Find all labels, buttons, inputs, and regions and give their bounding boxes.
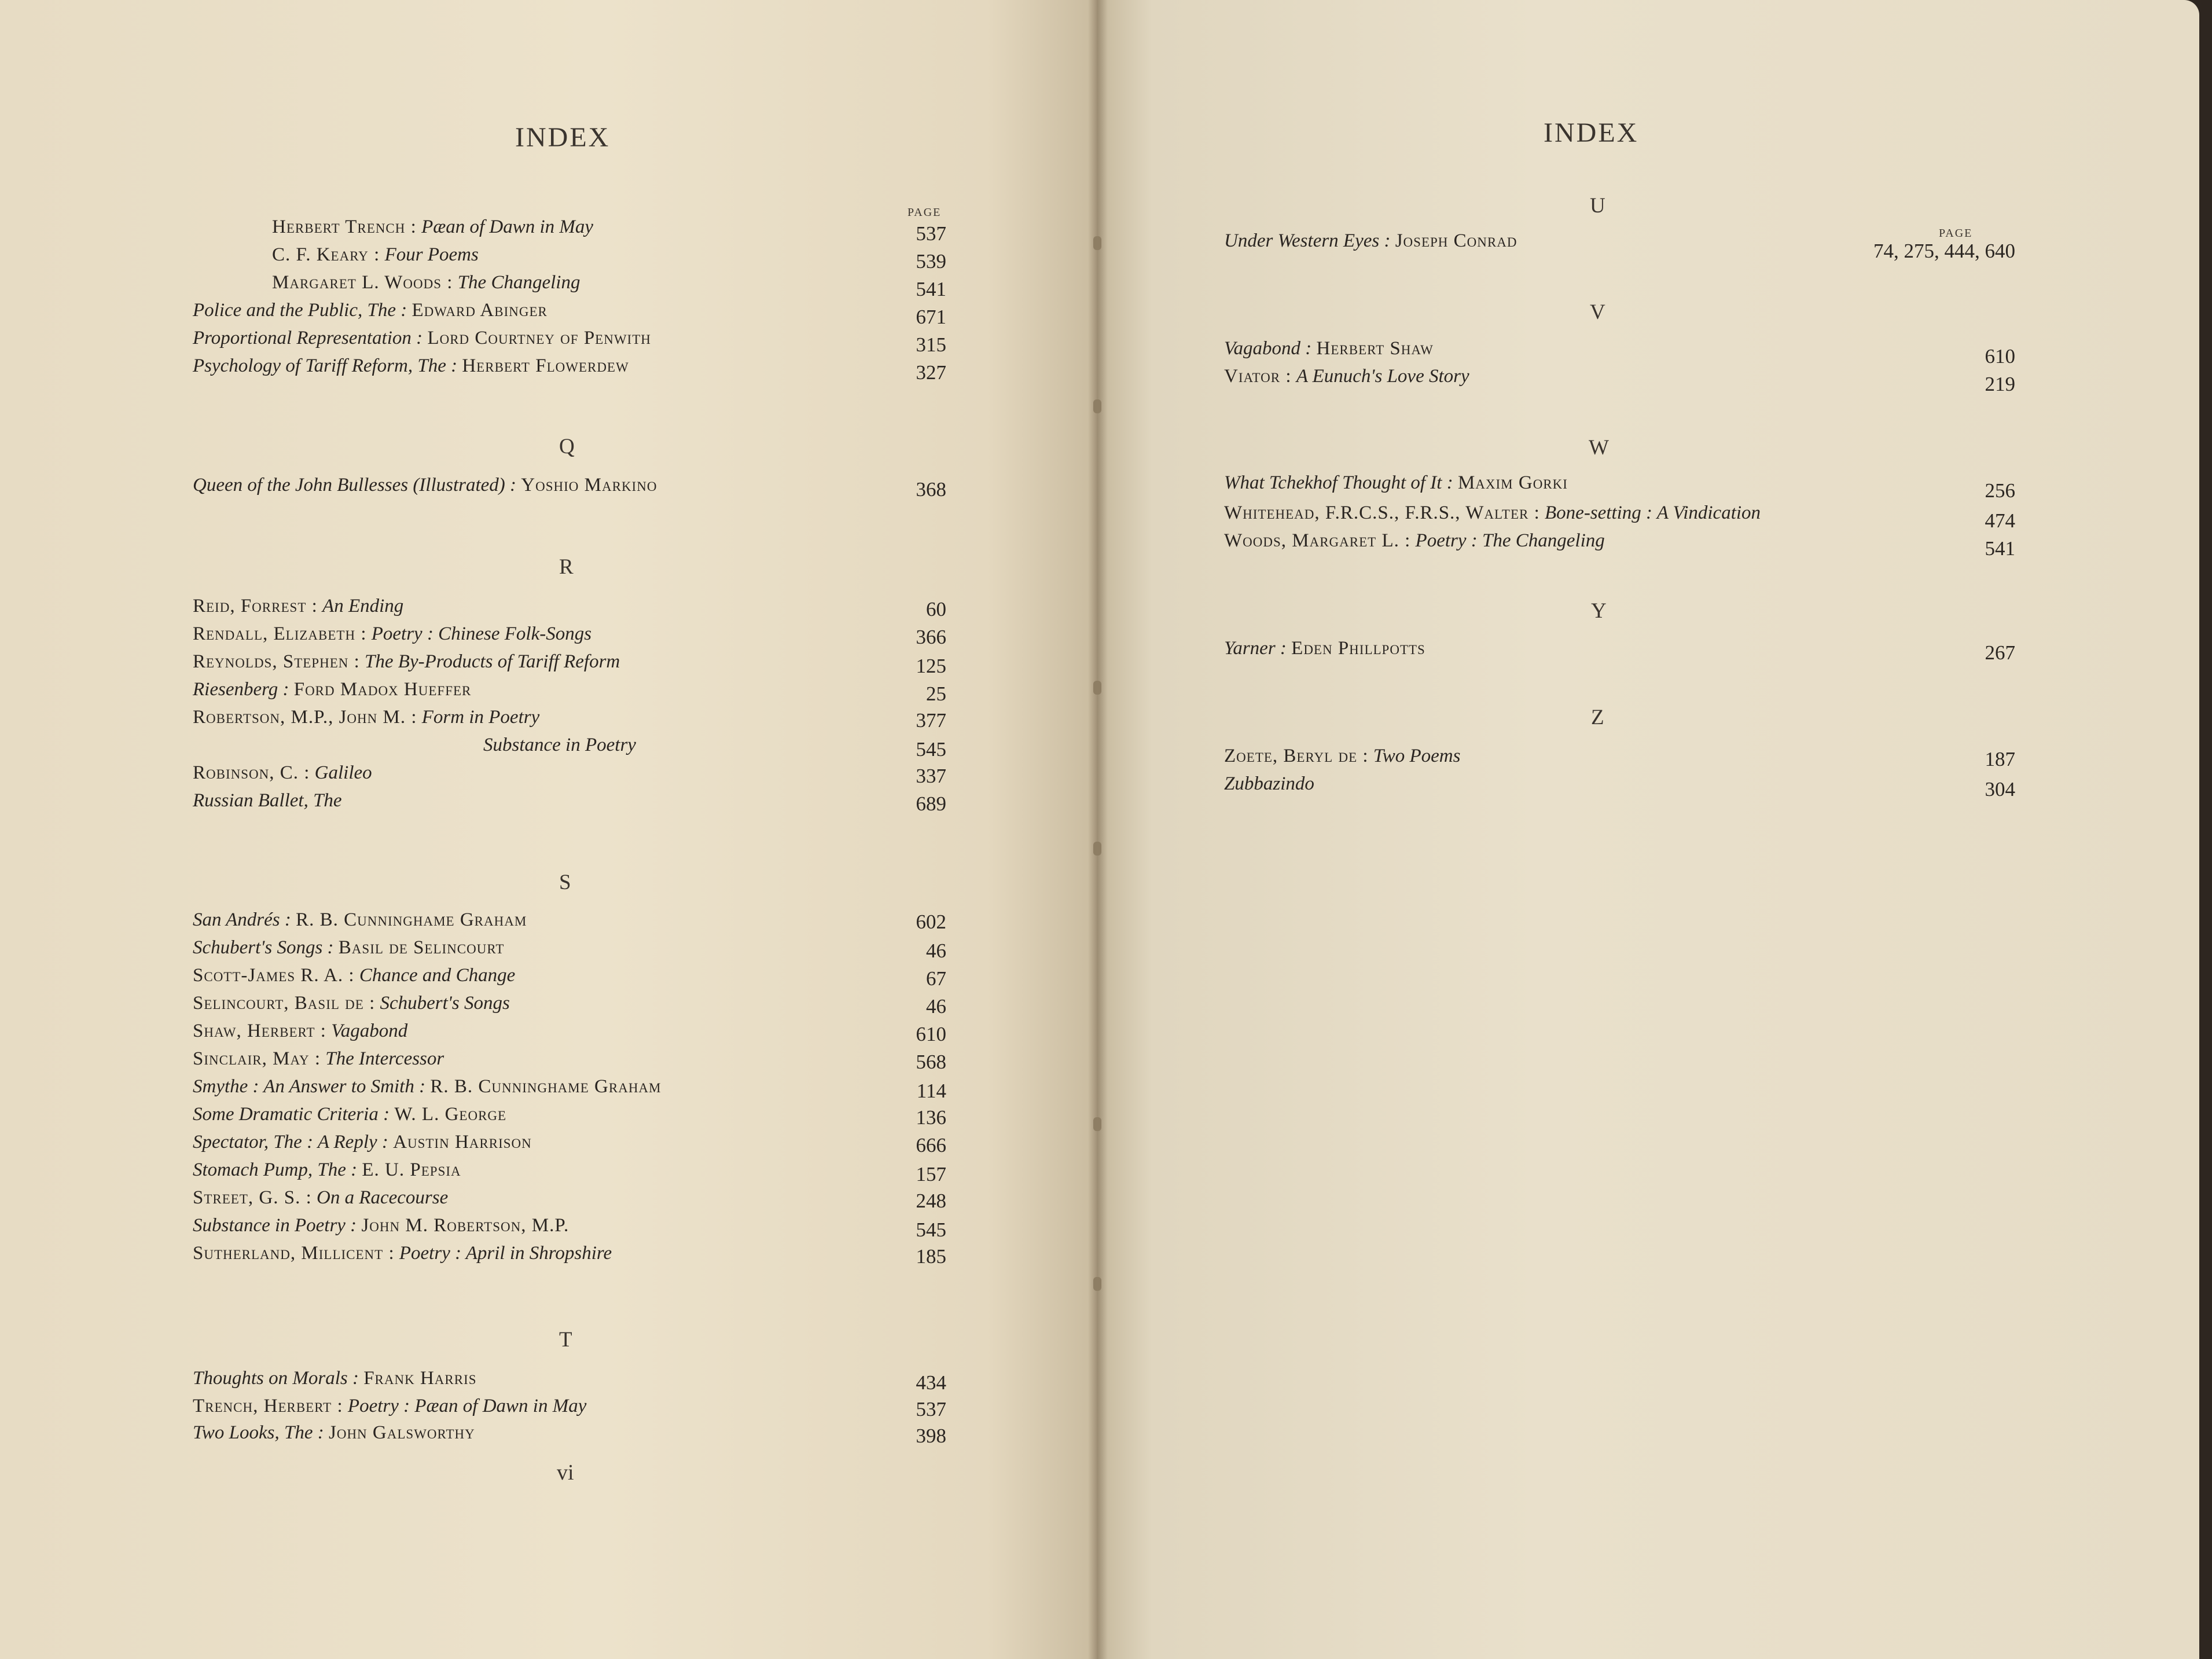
index-entry: Selincourt, Basil de : Schubert's Songs	[193, 993, 510, 1014]
index-entry: What Tchekhof Thought of It : Maxim Gorki	[1224, 472, 1568, 493]
section-letter: W	[1589, 436, 1609, 460]
index-entry: Some Dramatic Criteria : W. L. George	[193, 1104, 507, 1125]
page-number: 248	[916, 1190, 946, 1212]
page-number: 537	[916, 1398, 946, 1421]
page-number: 337	[916, 765, 946, 787]
page-number: 368	[916, 478, 946, 501]
page-number: 136	[916, 1106, 946, 1129]
index-entry: Stomach Pump, The : E. U. Pepsia	[193, 1159, 461, 1180]
index-entry: Reid, Forrest : An Ending	[193, 596, 404, 616]
page-number: 267	[1985, 641, 2015, 664]
page-number: 545	[916, 1218, 946, 1241]
page-number: 187	[1985, 748, 2015, 770]
binding-stitch	[1093, 236, 1101, 250]
index-entry: Herbert Trench : Pæan of Dawn in May	[272, 216, 594, 237]
index-entry: Schubert's Songs : Basil de Selincourt	[193, 937, 505, 958]
binding-stitch	[1093, 399, 1101, 413]
page-number: 666	[916, 1134, 946, 1157]
index-entry: Queen of the John Bullesses (Illustrated) : Yoshio Markino	[193, 475, 657, 496]
index-entry: Robertson, M.P., John M. : Form in Poetry	[193, 707, 540, 728]
section-letter: Z	[1591, 706, 1604, 729]
section-letter: U	[1590, 194, 1605, 218]
page-folio: vi	[557, 1460, 574, 1485]
left-page	[0, 0, 1097, 1659]
section-letter: T	[559, 1328, 572, 1352]
binding-stitch	[1093, 842, 1101, 856]
index-entry: Scott-James R. A. : Chance and Change	[193, 965, 516, 986]
index-entry: Rendall, Elizabeth : Poetry : Chinese Folk-Songs	[193, 623, 592, 644]
index-entry: Zoete, Beryl de : Two Poems	[1224, 746, 1461, 766]
section-letter: V	[1590, 300, 1605, 324]
index-entry: Under Western Eyes : Joseph Conrad	[1224, 230, 1517, 251]
section-letter: R	[559, 555, 574, 579]
page-number: 46	[926, 939, 946, 962]
section-letter: S	[559, 871, 571, 894]
page-heading: INDEX	[515, 122, 611, 153]
page-number: 610	[916, 1023, 946, 1045]
section-letter: Q	[559, 435, 575, 458]
page-number: 610	[1985, 345, 2015, 368]
index-entry: Robinson, C. : Galileo	[193, 762, 372, 783]
index-entry: Police and the Public, The : Edward Abinger	[193, 300, 548, 321]
page-number: 568	[916, 1051, 946, 1073]
index-entry: Russian Ballet, The	[193, 790, 342, 811]
page-number: 315	[916, 333, 946, 356]
right-page	[1097, 0, 2199, 1659]
page-number: 545	[916, 738, 946, 761]
page-number: 60	[926, 598, 946, 621]
index-entry: Proportional Representation : Lord Courtney of Penwith	[193, 328, 651, 348]
index-entry: Sutherland, Millicent : Poetry : April in Shropshire	[193, 1243, 612, 1264]
page-number: 398	[916, 1425, 946, 1447]
page-number: 304	[1985, 778, 2015, 801]
index-entry: Street, G. S. : On a Racecourse	[193, 1187, 449, 1208]
index-entry: Smythe : An Answer to Smith : R. B. Cunninghame Graham	[193, 1076, 662, 1097]
index-entry: Vagabond : Herbert Shaw	[1224, 338, 1434, 359]
page-number: 67	[926, 967, 946, 990]
page-number: 185	[916, 1245, 946, 1268]
index-entry: Woods, Margaret L. : Poetry : The Changeling	[1224, 530, 1605, 551]
page-number: 25	[926, 682, 946, 705]
page-number: 114	[916, 1080, 946, 1102]
index-entry: Riesenberg : Ford Madox Hueffer	[193, 679, 472, 700]
page-number: 157	[916, 1163, 946, 1185]
page-number: 474	[1985, 509, 2015, 532]
page-number: 434	[916, 1371, 946, 1394]
page-number: 256	[1985, 479, 2015, 502]
index-entry: C. F. Keary : Four Poems	[272, 244, 479, 265]
index-entry: Spectator, The : A Reply : Austin Harrison	[193, 1132, 532, 1153]
page-number: 537	[916, 222, 946, 245]
index-entry: Two Looks, The : John Galsworthy	[193, 1422, 475, 1443]
index-entry: Zubbazindo	[1224, 773, 1314, 794]
page-number: 327	[916, 361, 946, 384]
index-entry: Viator : A Eunuch's Love Story	[1224, 366, 1469, 387]
binding-stitch	[1093, 681, 1101, 695]
page-number: 671	[916, 306, 946, 328]
page-column-label: PAGE	[1939, 227, 1973, 240]
page-column-label: PAGE	[907, 206, 942, 219]
page-heading: INDEX	[1544, 118, 1639, 148]
index-entry: Substance in Poetry : John M. Robertson, M.P.	[193, 1215, 569, 1236]
binding-stitch	[1093, 1277, 1101, 1291]
page-number: 539	[916, 250, 946, 273]
page-number: 125	[916, 655, 946, 677]
binding-stitch	[1093, 1117, 1101, 1131]
index-entry: Margaret L. Woods : The Changeling	[272, 272, 580, 293]
index-entry: Trench, Herbert : Poetry : Pæan of Dawn in May	[193, 1396, 587, 1416]
page-number: 689	[916, 792, 946, 815]
index-entry: Thoughts on Morals : Frank Harris	[193, 1368, 477, 1389]
page-number: 46	[926, 995, 946, 1018]
page-number: 219	[1985, 373, 2015, 395]
index-entry: Whitehead, F.R.C.S., F.R.S., Walter : Bone-setting : A Vindication	[1224, 502, 1761, 523]
index-entry: San Andrés : R. B. Cunninghame Graham	[193, 909, 527, 930]
index-entry: Sinclair, May : The Intercessor	[193, 1048, 444, 1069]
index-entry: Reynolds, Stephen : The By-Products of Tariff Reform	[193, 651, 620, 672]
page-number: 377	[916, 709, 946, 732]
index-entry: Yarner : Eden Phillpotts	[1224, 638, 1425, 659]
index-entry: Substance in Poetry	[483, 735, 636, 755]
page-number: 541	[916, 278, 946, 300]
page-number: 602	[916, 911, 946, 933]
page-number: 74, 275, 444, 640	[1873, 240, 2015, 262]
page-number: 366	[916, 626, 946, 648]
page-number: 541	[1985, 537, 2015, 560]
section-letter: Y	[1591, 599, 1607, 623]
index-entry: Psychology of Tariff Reform, The : Herbert Flowerdew	[193, 355, 629, 376]
index-entry: Shaw, Herbert : Vagabond	[193, 1021, 408, 1041]
